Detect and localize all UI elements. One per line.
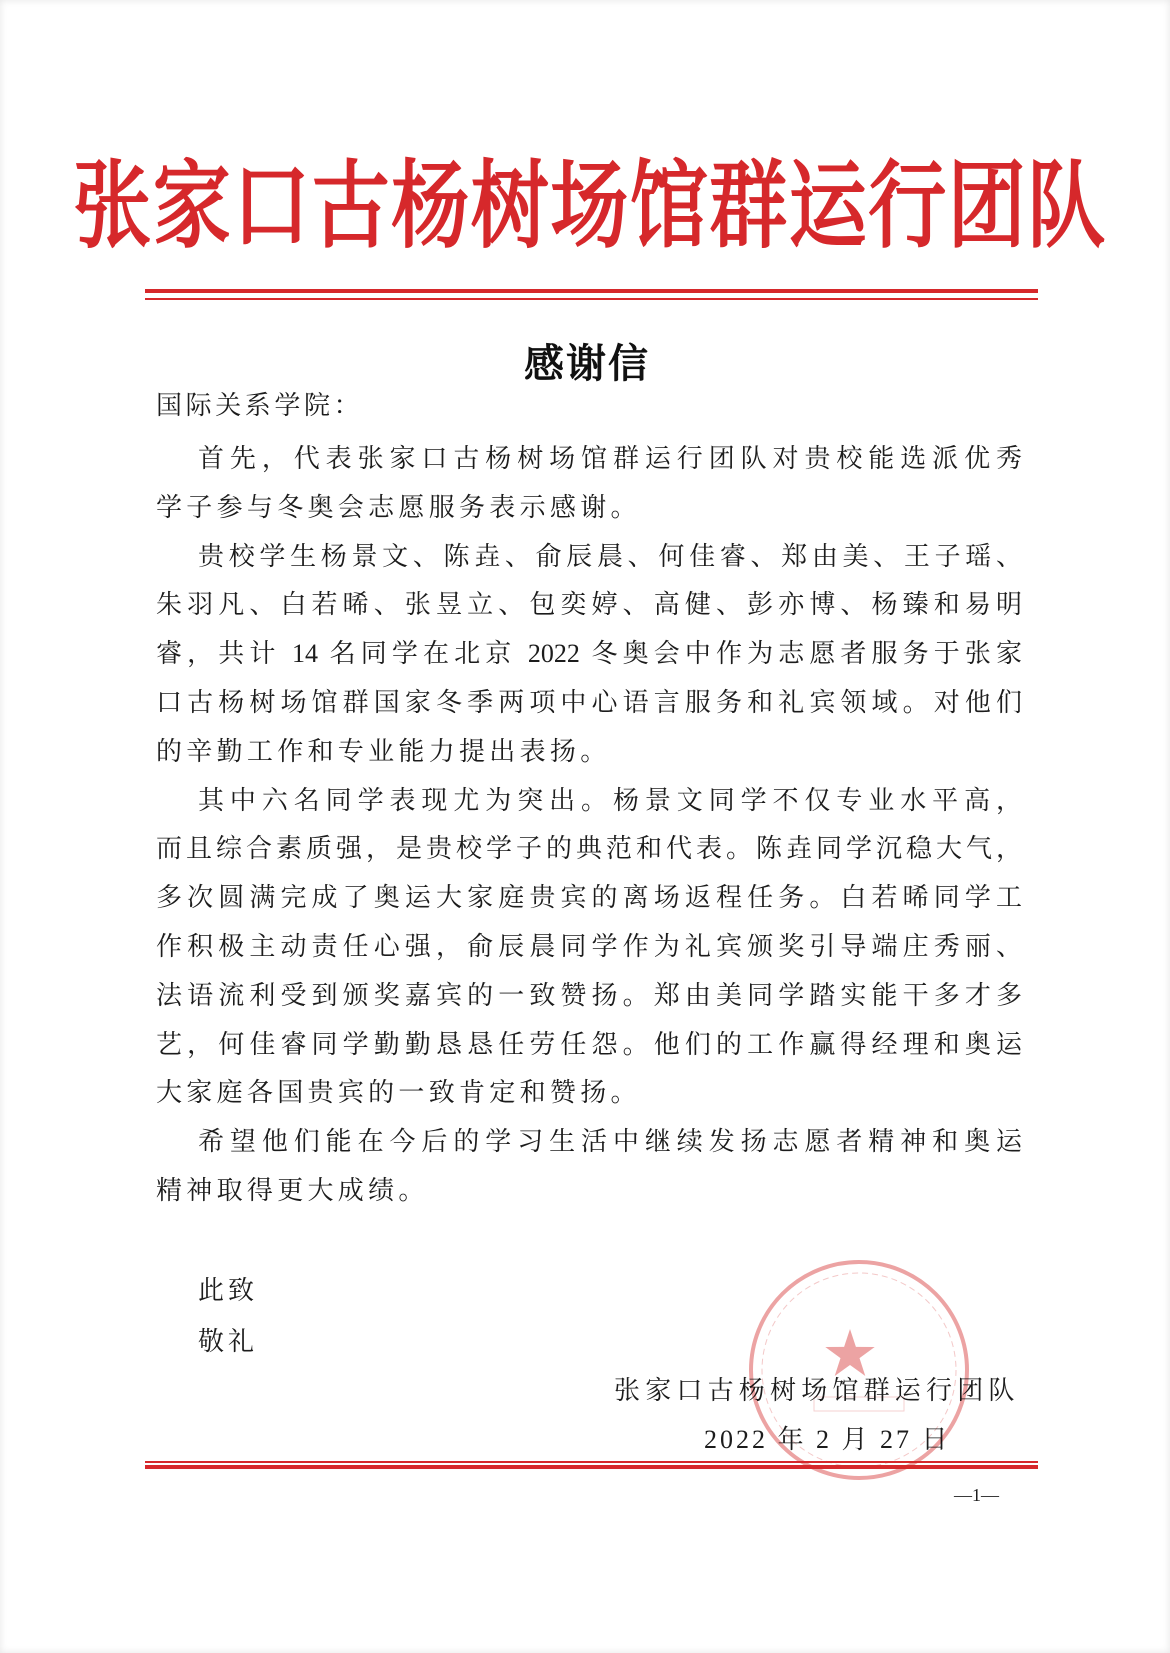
date: 2022 年 2 月 27 日 (704, 1424, 951, 1454)
body-line: 艺，何佳睿同学勤勤恳恳任劳任怨。他们的工作赢得经理和奥运 (156, 1029, 1022, 1059)
closing-line: 敬礼 (198, 1326, 259, 1356)
body-line: 其中六名同学表现尤为突出。杨景文同学不仅专业水平高， (198, 785, 1022, 815)
letterhead-rule-thin (145, 298, 1038, 300)
body-line: 首先，代表张家口古杨树场馆群运行团队对贵校能选派优秀 (198, 444, 1022, 473)
paragraph (156, 435, 1022, 533)
body-line: 贵校学生杨景文、陈垚、俞辰晨、何佳睿、郑由美、王子瑶、 (198, 541, 1022, 571)
body-line: 学子参与冬奥会志愿服务表示感谢。 (156, 492, 641, 522)
footer-rule-thin (145, 1461, 1038, 1463)
closing (198, 1265, 258, 1367)
body-line: 多次圆满完成了奥运大家庭贵宾的离场返程任务。白若晞同学工 (156, 883, 1022, 913)
salutation: 国际关系学院： (156, 391, 364, 420)
signature: 张家口古杨树场馆群运行团队 (614, 1375, 1020, 1405)
letter-body (156, 435, 1022, 1216)
body-line: 口古杨树场馆群国家冬季两项中心语言服务和礼宾领域。对他们 (156, 687, 1022, 717)
body-line: 作积极主动责任心强，俞辰晨同学作为礼宾颁奖引导端庄秀丽、 (156, 931, 1022, 961)
letterhead-rule-thick (145, 289, 1038, 293)
closing-line: 此致 (198, 1275, 259, 1305)
body-line: 精神取得更大成绩。 (156, 1175, 429, 1205)
letterhead-title: 张家口古杨树场馆群运行团队 (73, 150, 1107, 262)
body-line: 的辛勤工作和专业能力提出表扬。 (156, 736, 611, 766)
footer-rule-thick (145, 1465, 1038, 1469)
body-line: 睿，共计 14 名同学在北京 2022 冬奥会中作为志愿者服务于张家 (156, 639, 1022, 669)
body-line: 而且综合素质强，是贵校学子的典范和代表。陈垚同学沉稳大气， (156, 834, 1022, 864)
paragraph (156, 1118, 1022, 1216)
body-line: 希望他们能在今后的学习生活中继续发扬志愿者精神和奥运 (198, 1127, 1022, 1157)
body-line: 法语流利受到颁奖嘉宾的一致赞扬。郑由美同学踏实能干多才多 (156, 980, 1022, 1010)
page-number: —1— (954, 1485, 999, 1505)
body-line: 朱羽凡、白若晞、张昱立、包奕婷、高健、彭亦博、杨臻和易明 (156, 590, 1022, 620)
letter-heading: 感谢信 (524, 341, 650, 387)
body-line: 大家庭各国贵宾的一致肯定和赞扬。 (156, 1078, 641, 1108)
paragraph (156, 777, 1022, 1119)
paragraph (156, 533, 1022, 777)
